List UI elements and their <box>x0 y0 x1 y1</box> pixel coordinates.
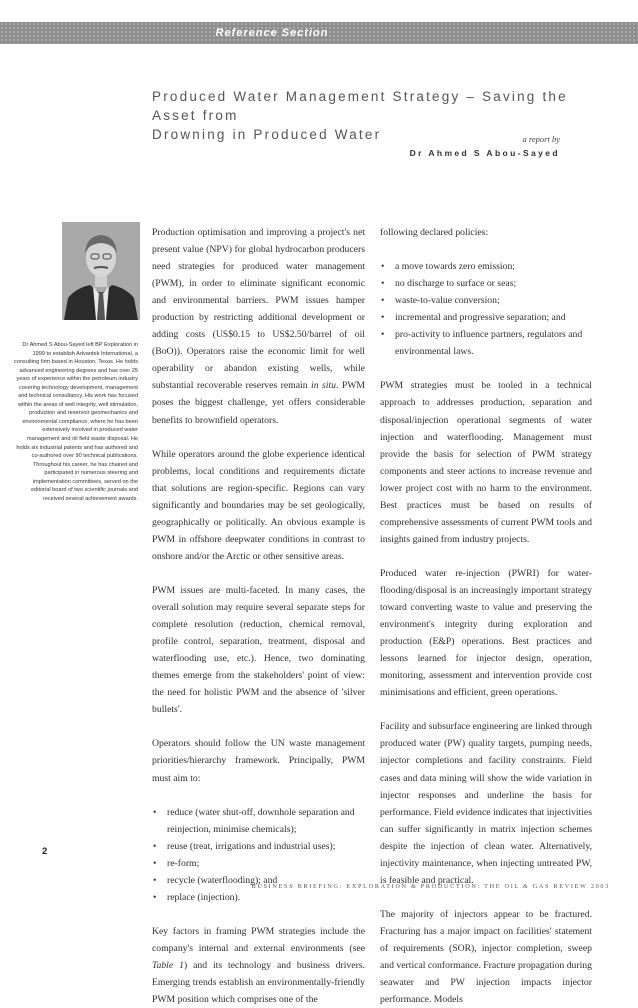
paragraph: Key factors in framing PWM strategies include the company's internal and external environments (see Table 1) and its technology and business drivers. Emerging trends establish an environmentally-friendly PWM position which comprises one of the <box>152 925 365 1006</box>
list-item: • re-form; <box>152 855 365 872</box>
aim-list <box>152 804 365 906</box>
body-column-left <box>152 224 365 1008</box>
list-item: • recycle (waterflooding); and <box>152 872 365 889</box>
list-item: • replace (injection). <box>152 889 365 906</box>
report-by-label: a report by <box>522 134 560 144</box>
list-item: • incremental and progressive separation; and <box>380 309 592 326</box>
list-item: • reduce (water shut-off, downhole separation and reinjection, minimise chemicals); <box>152 804 365 838</box>
list-item: • pro-activity to influence partners, regulators and environmental laws. <box>380 326 592 360</box>
author-portrait <box>62 222 140 320</box>
author-bio: Dr Ahmed S Abou-Sayed left BP Exploration in 1999 to establish Advantek International, a consulting firm based in Houston, Texas. He holds advanced engineering degrees and has over 25 years of experience within the petroleum industry covering technology development, management and technical consultancy. His work has focused within the areas of well integrity, well stimulation, production and reservoir geomechanics and environmental compliance, where he has been extensively involved in produced water management and oil field waste disposal. He holds six industrial patents and has authored and co-authored over 90 technical publications. Throughout his career, he has chaired and participated in numerous steering and implementation committees, served on the editorial board of two scientific journals and received several achievement awards. <box>14 342 138 502</box>
paragraph: PWM strategies must be tooled in a technical approach to addresses production, separation and disposal/injection operational segments of water injection and waterflooding. Management must provide the basis for selection of PWM strategy components and steer actions to increase revenue and lower project cost with no harm to the environment. Best practices must be based on results of comprehensive assessments of current PWM tools and insights gained from industry projects. <box>380 380 592 545</box>
list-item: • reuse (treat, irrigations and industrial uses); <box>152 838 365 855</box>
paragraph: PWM issues are multi-faceted. In many cases, the overall solution may require several separate steps for complete resolution (reduction, chemical removal, profile control, separation, treatment, disposal and waterflooding use, etc.). Hence, two dominating themes emerge from the stakeholders' point of view: the need for holistic PWM and the absence of 'silver bullets'. <box>152 584 365 716</box>
section-header-bar <box>0 22 638 44</box>
article-title-line-2: Drowning in Produced Water <box>152 127 382 142</box>
paragraph: following declared policies: <box>380 227 489 238</box>
section-label: Reference Section <box>215 27 329 39</box>
paragraph: While operators around the globe experience identical problems, local conditions and requirements dictate that solutions are region-specific. Regions can vary significantly and boundaries may be set geologically, geographically or politically. An obvious example is PWM in offshore deepwater conditions in contrast to onshore and/or the Arctic or other sensitive areas. <box>152 448 365 562</box>
paragraph: The majority of injectors appear to be fractured. Fracturing has a major impact on facilities' statement of requirements (SOR), injector completion, sweep and vertical conformance. Fracture propagation during seawater and PW injection impacts injector performance. Models <box>380 908 592 1006</box>
list-item: • no discharge to surface or seas; <box>380 275 592 292</box>
publication-footer: BUSINESS BRIEFING: EXPLORATION & PRODUCTION: THE OIL & GAS REVIEW 2003 <box>251 883 610 890</box>
paragraph: Facility and subsurface engineering are linked through produced water (PW) quality targets, pumping needs, injector completions and facility constraints. Field cases and data mining will show the wide variation in injector responses and underline the basis for performance. Field evidence indicates that injectivities can suffer significantly in matrix injection schemes despite the injection of clean water. Alternatively, injectivity maintenance, when injecting untreated PW, is feasible and practical. <box>380 721 592 886</box>
body-column-right <box>380 224 592 1008</box>
paragraph: Production optimisation and improving a project's net present value (NPV) for global hydrocarbon producers need strategies for produced water management (PWM), in order to eliminate significant economic and environmental barriers. PWM issues hamper production by restricting additional development or adding costs (US$0.15 to US$2.50/barrel of oil (BoO)). Operators raise the economic limit for well operability or abandon existing wells, while substantial recoverable reserves remain in situ. PWM poses the biggest challenge, yet offers considerable benefits to brownfield operators. <box>152 227 365 426</box>
article-title <box>152 87 582 144</box>
paragraph: Operators should follow the UN waste management priorities/hierarchy framework. Principally, PWM must aim to: <box>152 738 365 784</box>
policy-list <box>380 258 592 360</box>
paragraph: Produced water re-injection (PWRI) for water-flooding/disposal is an increasingly important strategy toward converting waste to value and preserving the environment's integrity during exploration and production (E&P) operations. Best practices and lessons learned for injector design, operation, monitoring, assessment and intervention provide cost minimisations and efficient, green operations. <box>380 567 592 699</box>
article-title-line-1: Produced Water Management Strategy – Saving the Asset from <box>152 89 568 123</box>
list-item: • a move towards zero emission; <box>380 258 592 275</box>
author-name: Dr Ahmed S Abou-Sayed <box>409 148 560 158</box>
list-item: • waste-to-value conversion; <box>380 292 592 309</box>
page-number: 2 <box>42 846 48 857</box>
